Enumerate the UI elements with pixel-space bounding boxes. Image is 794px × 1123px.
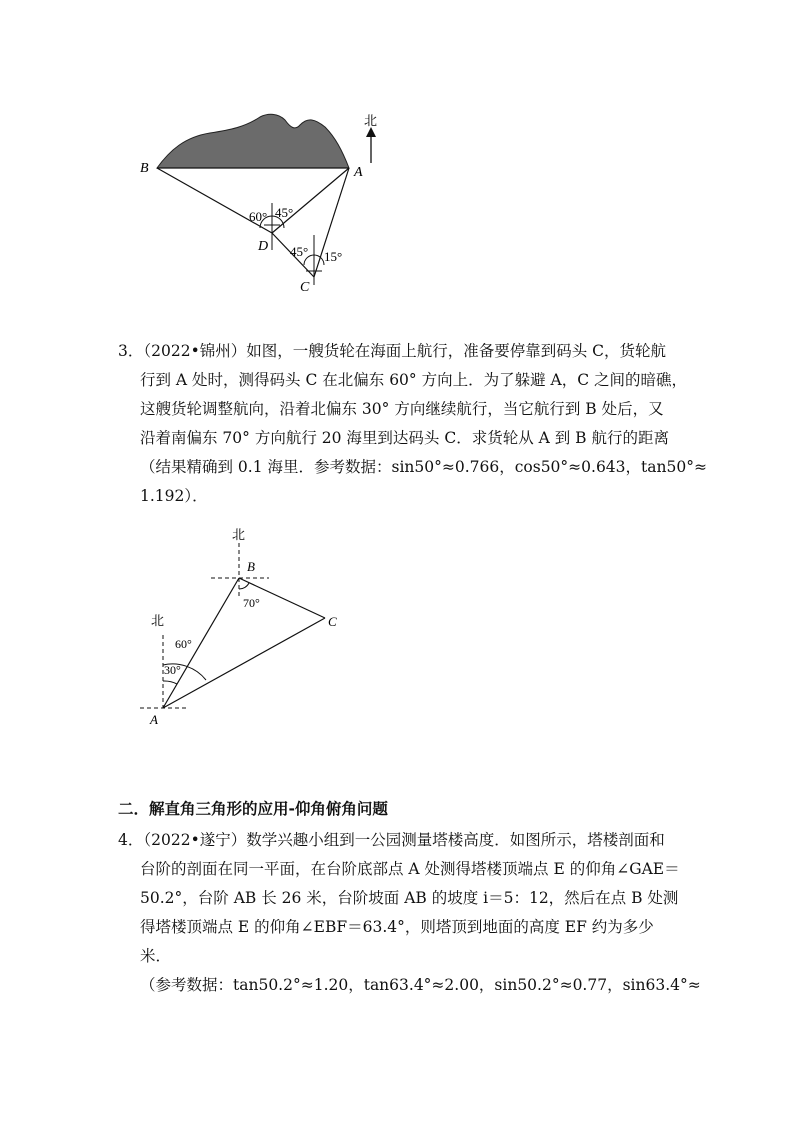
question-3-text-1: 如图，一艘货轮在海面上航行，准备要停靠到码头 C，货轮航 <box>246 342 667 360</box>
question-4-line-1 <box>118 826 698 855</box>
label-d: D <box>258 239 269 254</box>
question-4-line-2: 台阶的剖面在同一平面，在台阶底部点 A 处测得塔楼顶端点 E 的仰角∠GAE＝ <box>140 860 680 878</box>
line-ac <box>163 618 325 708</box>
section-2-heading: 二．解直角三角形的应用-仰角俯角问题 <box>118 800 388 818</box>
label-c: C <box>300 280 310 295</box>
angle-b-70: 70° <box>243 596 260 610</box>
label-a: A <box>354 165 363 180</box>
angle-a-60: 60° <box>175 637 192 651</box>
north-arrow-head <box>366 127 376 137</box>
question-4-text-1: 数学兴趣小组到一公园测量塔楼高度．如图所示，塔楼剖面和 <box>246 831 665 849</box>
arc-b <box>239 583 249 589</box>
figure-bearing-svg <box>135 525 355 730</box>
label-b: B <box>247 559 255 574</box>
question-4-line-6: （参考数据：tan50.2°≈1.20，tan63.4°≈2.00，sin50.2°≈0.77，sin63.4°≈ <box>140 976 701 994</box>
question-4 <box>118 826 701 1000</box>
question-4-source: （2022•遂宁） <box>143 831 247 849</box>
arc-a-inner <box>163 681 177 684</box>
label-b: B <box>140 161 149 176</box>
question-3-number: 3． <box>118 342 144 360</box>
label-c: C <box>328 614 337 629</box>
mountain-shape <box>157 114 349 168</box>
angle-d-left: 60° <box>249 209 268 224</box>
angle-d-right: 45° <box>275 205 294 220</box>
angle-a-30: 30° <box>164 663 181 677</box>
question-4-line-3: 50.2°，台阶 AB 长 26 米，台阶坡面 AB 的坡度 i＝5：12，然后在点 B 处测 <box>140 889 679 907</box>
question-3-line-5: （结果精确到 0.1 海里．参考数据：sin50°≈0.766，cos50°≈0.643，tan50°≈ <box>140 458 707 476</box>
question-3-line-6: 1.192）． <box>140 487 208 505</box>
question-4-line-5: 米． <box>140 947 172 965</box>
angle-c-left: 45° <box>290 244 309 259</box>
label-north: 北 <box>364 113 378 128</box>
question-3-line-4: 沿着南偏东 70° 方向航行 20 海里到达码头 C．求货轮从 A 到 B 航行的距离 <box>140 429 669 447</box>
question-4-line-4: 得塔楼顶端点 E 的仰角∠EBF＝63.4°，则塔顶到地面的高度 EF 约为多少 <box>140 918 654 936</box>
question-4-number: 4． <box>118 831 144 849</box>
label-north-left: 北 <box>151 613 165 628</box>
question-3-source: （2022•锦州） <box>143 342 247 360</box>
label-a: A <box>150 712 158 727</box>
figure-mountain-diagram <box>130 105 390 300</box>
question-3 <box>118 337 707 511</box>
angle-c-right: 15° <box>324 249 343 264</box>
question-3-line-3: 这艘货轮调整航向，沿着北偏东 30° 方向继续航行，当它航行到 B 处后，又 <box>140 400 664 418</box>
question-3-line-2: 行到 A 处时，测得码头 C 在北偏东 60° 方向上．为了躲避 A，C 之间的暗礁， <box>140 371 687 389</box>
label-north-top: 北 <box>232 527 246 542</box>
question-3-line-1 <box>118 337 698 366</box>
figure-bearing-diagram <box>135 525 355 730</box>
figure-mountain-svg <box>130 105 390 300</box>
